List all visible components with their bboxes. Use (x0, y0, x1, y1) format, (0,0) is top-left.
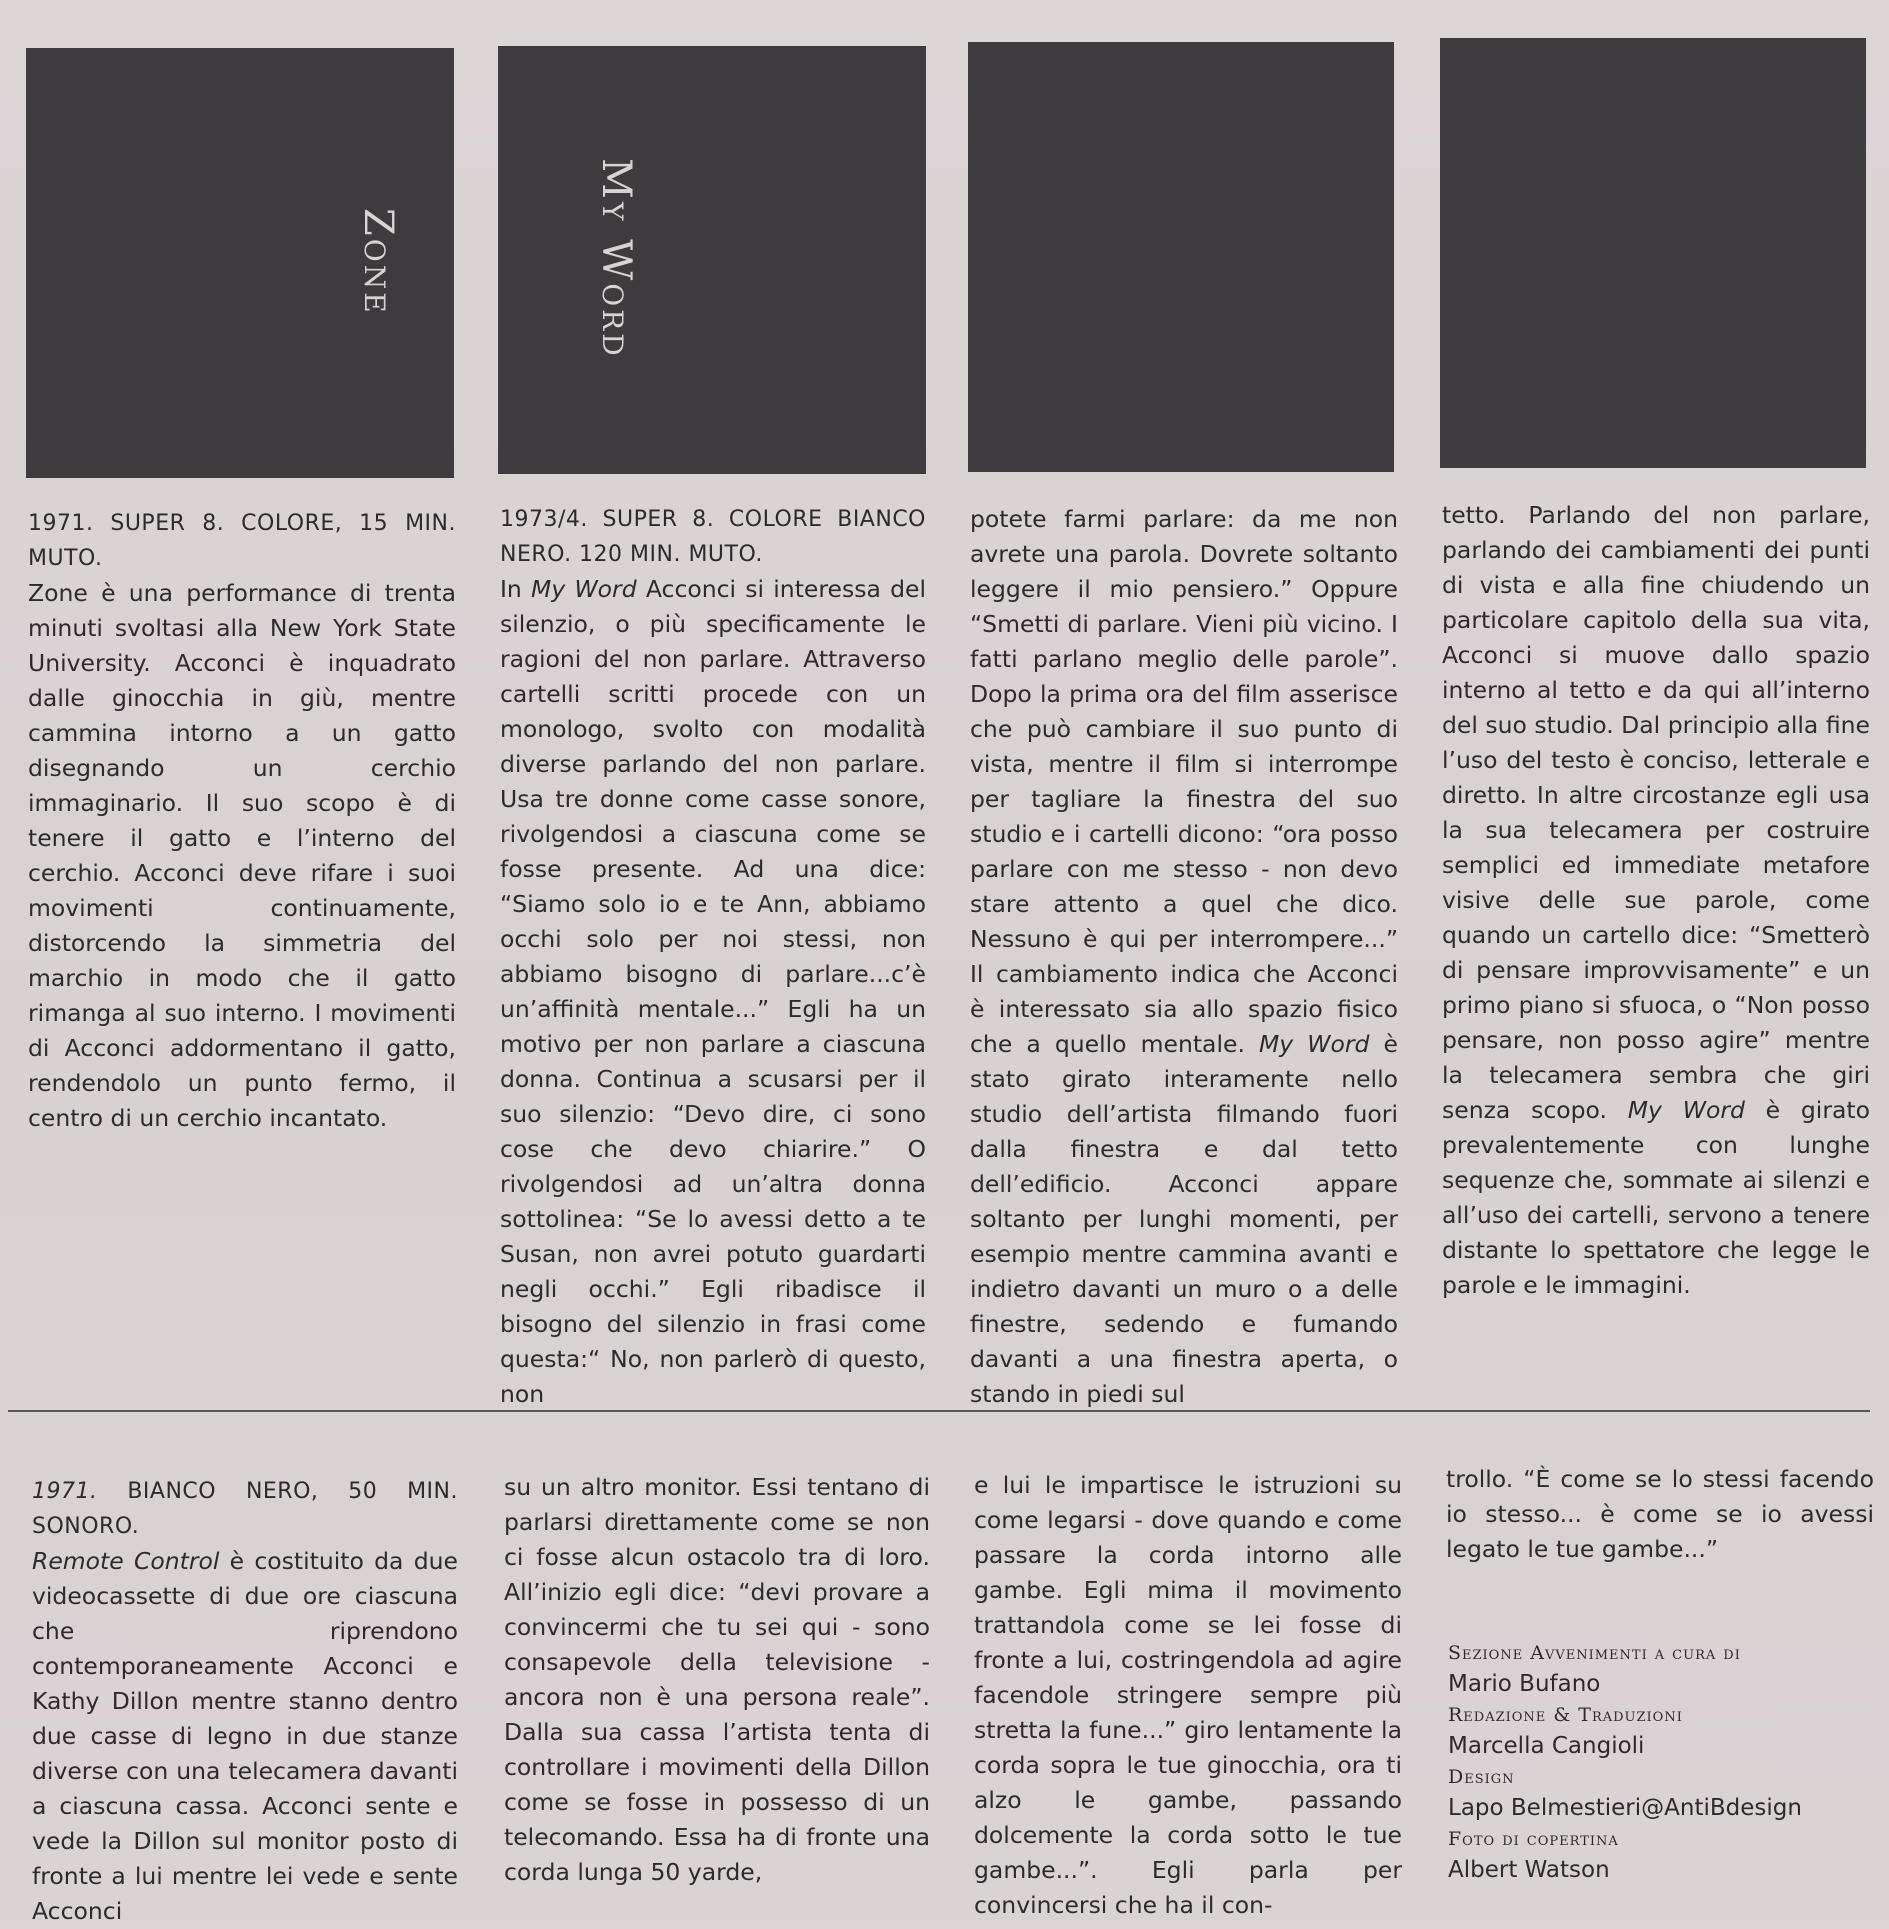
meta-rest: BIANCO NERO, 50 MIN. SONORO. (32, 1479, 458, 1539)
column-remote-control-2 (504, 1470, 930, 1890)
column-remote-control-4 (1446, 1462, 1874, 1567)
film-body-remote-control-4: trollo. “È come se lo stessi facendo io stesso... è come se io avessi legato le tue gambe...” (1446, 1465, 1874, 1563)
film-meta-my-word: 1973/4. SUPER 8. COLORE BIANCO NERO. 120 MIN. MUTO. (500, 507, 926, 567)
film-body-my-word-3 (1442, 498, 1870, 1303)
credit-value: Marcella Cangioli (1448, 1733, 1645, 1759)
meta-year: 1971. (32, 1479, 98, 1504)
film-body-my-word-1 (500, 572, 926, 1412)
section-divider (8, 1410, 1870, 1412)
film-still-zone (26, 48, 454, 478)
film-meta-zone: 1971. SUPER 8. COLORE, 15 MIN. MUTO. (28, 511, 456, 571)
body-text: è stato girato interamente nello studio dell’artista filmando fuori dalla finestra e dal tetto dell’edificio. Acconci appare soltanto per lunghi momenti, per esempio mentre cammina avanti e indietro davanti un muro o a delle finestre, sedendo e fumando davanti a una finestra aperta, o stando in piedi sul (970, 1030, 1398, 1408)
credit-label: Design (1448, 1766, 1515, 1788)
inline-title: My Word (1259, 1030, 1370, 1058)
film-body-remote-control-2: su un altro monitor. Essi tentano di parlarsi direttamente come se non ci fosse alcun ostacolo tra di loro. All’inizio egli dice: “devi provare a convincermi che tu sei qui - sono consapevole della televisione - ancora non è una persona reale”. Dalla sua cassa l’artista tenta di controllare i movimenti della Dillon come se fosse in possesso di un telecomando. Essa ha di fronte una corda lunga 50 yarde, (504, 1473, 930, 1886)
body-text: è girato prevalentemente con lunghe sequenze che, sommate ai silenzi e all’uso dei cartelli, servono a tenere distante lo spettatore che legge le parole e le immagini. (1442, 1096, 1870, 1299)
credit-value: Albert Watson (1448, 1857, 1610, 1883)
column-zone (28, 506, 456, 1136)
credit-label: Redazione & Traduzioni (1448, 1704, 1683, 1726)
column-my-word-3 (1442, 498, 1870, 1303)
film-title-my-word: My Word (593, 158, 639, 359)
column-remote-control-1 (32, 1474, 458, 1929)
film-title-zone: Zone (355, 208, 401, 316)
credit-value: Mario Bufano (1448, 1671, 1601, 1697)
body-text: tetto. Parlando del non parlare, parlando dei cambiamenti dei punti di vista e alla fine chiudendo un particolare capitolo della sua vita, Acconci si muove dallo spazio interno al tetto e da qui all’interno del suo studio. Dal principio alla fine l’uso del testo è conciso, letterale e diretto. In altre circostanze egli usa la sua telecamera per costruire semplici ed immediate metafore visive delle sue parole, come quando un cartello dice: “Smetterò di pensare improvvisamente” e un primo piano si sfuoca, o “Non posso pensare, non posso agire” mentre la telecamera sembra che giri senza scopo. (1442, 501, 1870, 1124)
body-text: Acconci si interessa del silenzio, o più specificamente le ragioni del non parlare. Attraverso cartelli scritti procede con un monologo, svolto con modalità diverse parlando del non parlare. Usa tre donne come casse sonore, rivolgendosi a ciascuna come se fosse presente. Ad una dice: “Siamo solo io e te Ann, abbiamo occhi solo per noi stessi, non abbiamo bisogno di parlare...c’è un’affinità mentale...” Egli ha un motivo per non parlare a ciascuna donna. Continua a scusarsi per il suo silenzio: “Devo dire, ci sono cose che devo chiarire.” O rivolgendosi ad un’altra donna sottolinea: “Se lo avessi detto a te Susan, non avrei potuto guardarti negli occhi.” Egli ribadisce il bisogno del silenzio in frasi come questa:“ No, non parlerò di questo, non (500, 575, 926, 1408)
body-text: è costituito da due videocassette di due ore ciascuna che riprendono contemporaneamente Acconci e Kathy Dillon mentre stanno dentro due casse di legno in due stanze diverse con una telecamera davanti a ciascuna cassa. Acconci sente e vede la Dillon sul monitor posto di fronte a lui mentre lei vede e sente Acconci (32, 1547, 458, 1925)
film-still-my-word (498, 46, 926, 474)
film-still-blank-2 (1440, 38, 1866, 468)
film-meta-remote-control (32, 1474, 458, 1544)
film-body-zone: Zone è una performance di trenta minuti svoltasi alla New York State University. Acconci è inquadrato dalle ginocchia in giù, mentre cammina intorno a un gatto disegnando un cerchio immaginario. Il suo scopo è di tenere il gatto e l’interno del cerchio. Acconci deve rifare i suoi movimenti continuamente, distorcendo la simmetria del marchio in modo che il gatto rimanga al suo interno. I movimenti di Acconci addormentano il gatto, rendendolo un punto fermo, il centro di un cerchio incantato. (28, 579, 456, 1132)
film-still-blank-1 (968, 42, 1394, 472)
column-remote-control-3 (974, 1468, 1402, 1923)
film-body-remote-control-3: e lui le impartisce le istruzioni su come legarsi - dove quando e come passare la corda intorno alle gambe. Egli mima il movimento trattandola come se lei fosse di fronte a lui, costringendola ad agire facendole stringere sempre più stretta la fune...” giro lentamente la corda sopra le tue ginocchia, ora ti alzo le gambe, passando dolcemente la corda sotto le tue gambe...”. Egli parla per convincersi che ha il con- (974, 1471, 1402, 1919)
inline-title: My Word (1627, 1096, 1745, 1124)
inline-title: My Word (531, 575, 637, 603)
inline-title: Remote Control (32, 1547, 220, 1575)
credit-label: Foto di copertina (1448, 1828, 1619, 1850)
film-body-remote-control-1 (32, 1544, 458, 1929)
credits-block (1448, 1638, 1868, 1886)
film-body-my-word-2 (970, 502, 1398, 1412)
credit-label: Sezione Avvenimenti a cura di (1448, 1642, 1741, 1664)
credit-value: Lapo Belmestieri@AntiBdesign (1448, 1795, 1802, 1821)
column-my-word-2 (970, 502, 1398, 1412)
intro-pre: In (500, 575, 532, 603)
column-my-word-1 (500, 502, 926, 1412)
body-text: potete farmi parlare: da me non avrete una parola. Dovrete soltanto leggere il mio pensiero.” Oppure “Smetti di parlare. Vieni più vicino. I fatti parlano meglio delle parole”. Dopo la prima ora del film asserisce che può cambiare il suo punto di vista, mentre il film si interrompe per tagliare la finestra del suo studio e i cartelli dicono: “ora posso parlare con me stesso - non devo stare attento a quel che dico. Nessuno è qui per interrompere...” Il cambiamento indica che Acconci è interessato sia allo spazio fisico che a quello mentale. (970, 505, 1398, 1058)
